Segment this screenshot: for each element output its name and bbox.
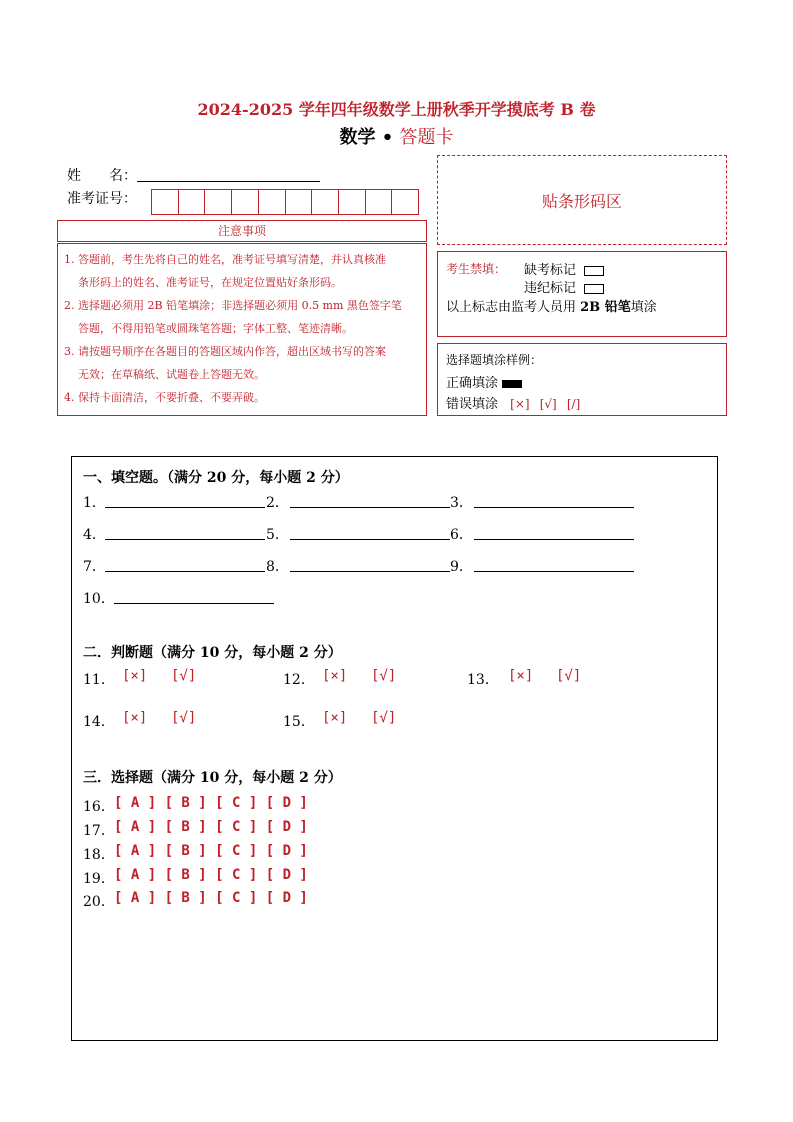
- id-number-boxes[interactable]: [151, 189, 419, 215]
- answer-area: [71, 456, 718, 1041]
- name-field[interactable]: [137, 180, 320, 182]
- wrong-example: 错误填涂 [×] [√] [/]: [446, 397, 581, 412]
- note-item: 4. 保持卡面清洁，不要折叠、不要弄破。: [64, 391, 265, 404]
- notes-heading: 注意事项: [57, 220, 427, 242]
- choice-number: 20．: [83, 894, 115, 910]
- fill-example-box: [437, 343, 727, 416]
- true-option[interactable]: [√]: [171, 710, 197, 726]
- fill-number: 8．: [266, 559, 289, 575]
- title-dot: •: [381, 127, 394, 148]
- fill-answer-line[interactable]: [290, 570, 450, 572]
- barcode-label: 贴条形码区: [541, 191, 622, 211]
- false-option[interactable]: [×]: [122, 668, 148, 684]
- choice-number: 16．: [83, 799, 115, 815]
- false-option[interactable]: [×]: [322, 668, 348, 684]
- note-item: 3. 请按题号顺序在各题目的答题区域内作答，超出区域书写的答案 无效；在草稿纸、试题卷上答题无效。: [64, 345, 386, 381]
- note-item: 2. 选择题必须用 2B 铅笔填涂；非选择题必须用 0.5 mm 黑色签字笔 答题，不得用铅笔或圆珠笔答题；字体工整、笔迹清晰。: [64, 299, 402, 335]
- name-label: 姓 名：: [67, 168, 137, 184]
- absent-label: 缺考标记: [524, 263, 577, 278]
- choice-options[interactable]: [ A ] [ B ] [ C ] [ D ]: [114, 819, 308, 835]
- true-option[interactable]: [√]: [371, 710, 397, 726]
- subject-label: 数学: [339, 127, 376, 148]
- judge-number: 14．: [83, 714, 115, 730]
- fill-number: 9．: [450, 559, 473, 575]
- fill-number: 4．: [83, 527, 106, 543]
- false-option[interactable]: [×]: [508, 668, 534, 684]
- choice-number: 18．: [83, 847, 115, 863]
- fill-answer-line[interactable]: [474, 570, 634, 572]
- choice-options[interactable]: [ A ] [ B ] [ C ] [ D ]: [114, 867, 308, 883]
- card-label: 答题卡: [399, 127, 454, 148]
- fill-answer-line[interactable]: [105, 570, 265, 572]
- true-option[interactable]: [√]: [556, 668, 582, 684]
- choice-options[interactable]: [ A ] [ B ] [ C ] [ D ]: [114, 890, 308, 906]
- exam-title: 2024-2025 学年四年级数学上册秋季开学摸底考 B 卷: [197, 100, 596, 119]
- judge-number: 15．: [283, 714, 315, 730]
- proctor-note: 以上标志由监考人员用 2B 铅笔填涂: [446, 300, 657, 315]
- barcode-area: [437, 155, 727, 245]
- judge-number: 12．: [283, 672, 315, 688]
- fill-answer-line[interactable]: [105, 506, 265, 508]
- fill-answer-line[interactable]: [105, 538, 265, 540]
- fill-answer-line[interactable]: [290, 506, 450, 508]
- absent-mark-row: [524, 259, 604, 278]
- judge-number: 13．: [467, 672, 499, 688]
- violation-label: 违纪标记: [524, 281, 577, 296]
- fill-answer-line[interactable]: [474, 538, 634, 540]
- wrong-mark-slash: [/]: [566, 397, 581, 411]
- answer-card-title: [0, 123, 793, 149]
- fill-number: 5．: [266, 527, 289, 543]
- true-option[interactable]: [√]: [371, 668, 397, 684]
- choice-options[interactable]: [ A ] [ B ] [ C ] [ D ]: [114, 795, 308, 811]
- proctor-label: 考生禁填：: [446, 262, 507, 276]
- section1-title: 一、填空题。（满分 20 分，每小题 2 分）: [83, 470, 349, 486]
- choice-number: 19．: [83, 871, 115, 887]
- id-label: 准考证号：: [67, 191, 137, 207]
- violation-checkbox[interactable]: [584, 284, 604, 294]
- fill-number: 2．: [266, 495, 289, 511]
- fill-number: 3．: [450, 495, 473, 511]
- fill-number: 6．: [450, 527, 473, 543]
- choice-options[interactable]: [ A ] [ B ] [ C ] [ D ]: [114, 843, 308, 859]
- wrong-mark-check: [√]: [539, 397, 557, 411]
- fill-answer-line[interactable]: [114, 602, 274, 604]
- correct-example: 正确填涂: [446, 372, 522, 391]
- section3-title: 三．选择题（满分 10 分，每小题 2 分）: [83, 770, 342, 786]
- wrong-mark-x: [×]: [510, 397, 530, 411]
- choice-number: 17．: [83, 823, 115, 839]
- note-item: 1. 答题前，考生先将自己的姓名，准考证号填写清楚，并认真核准 条形码上的姓名、准考证号，在规定位置贴好条形码。: [64, 253, 386, 289]
- true-option[interactable]: [√]: [171, 668, 197, 684]
- false-option[interactable]: [×]: [322, 710, 348, 726]
- fill-number: 1．: [83, 495, 106, 511]
- fill-number: 7．: [83, 559, 106, 575]
- violation-mark-row: [524, 277, 604, 296]
- fill-answer-line[interactable]: [290, 538, 450, 540]
- example-label: 选择题填涂样例：: [446, 353, 543, 367]
- section2-title: 二．判断题（满分 10 分，每小题 2 分）: [83, 645, 342, 661]
- false-option[interactable]: [×]: [122, 710, 148, 726]
- notes-box: [57, 243, 427, 416]
- filled-mark: [502, 380, 522, 388]
- judge-number: 11．: [83, 672, 115, 688]
- absent-checkbox[interactable]: [584, 266, 604, 276]
- proctor-box: [437, 251, 727, 337]
- fill-answer-line[interactable]: [474, 506, 634, 508]
- fill-number: 10．: [83, 591, 115, 607]
